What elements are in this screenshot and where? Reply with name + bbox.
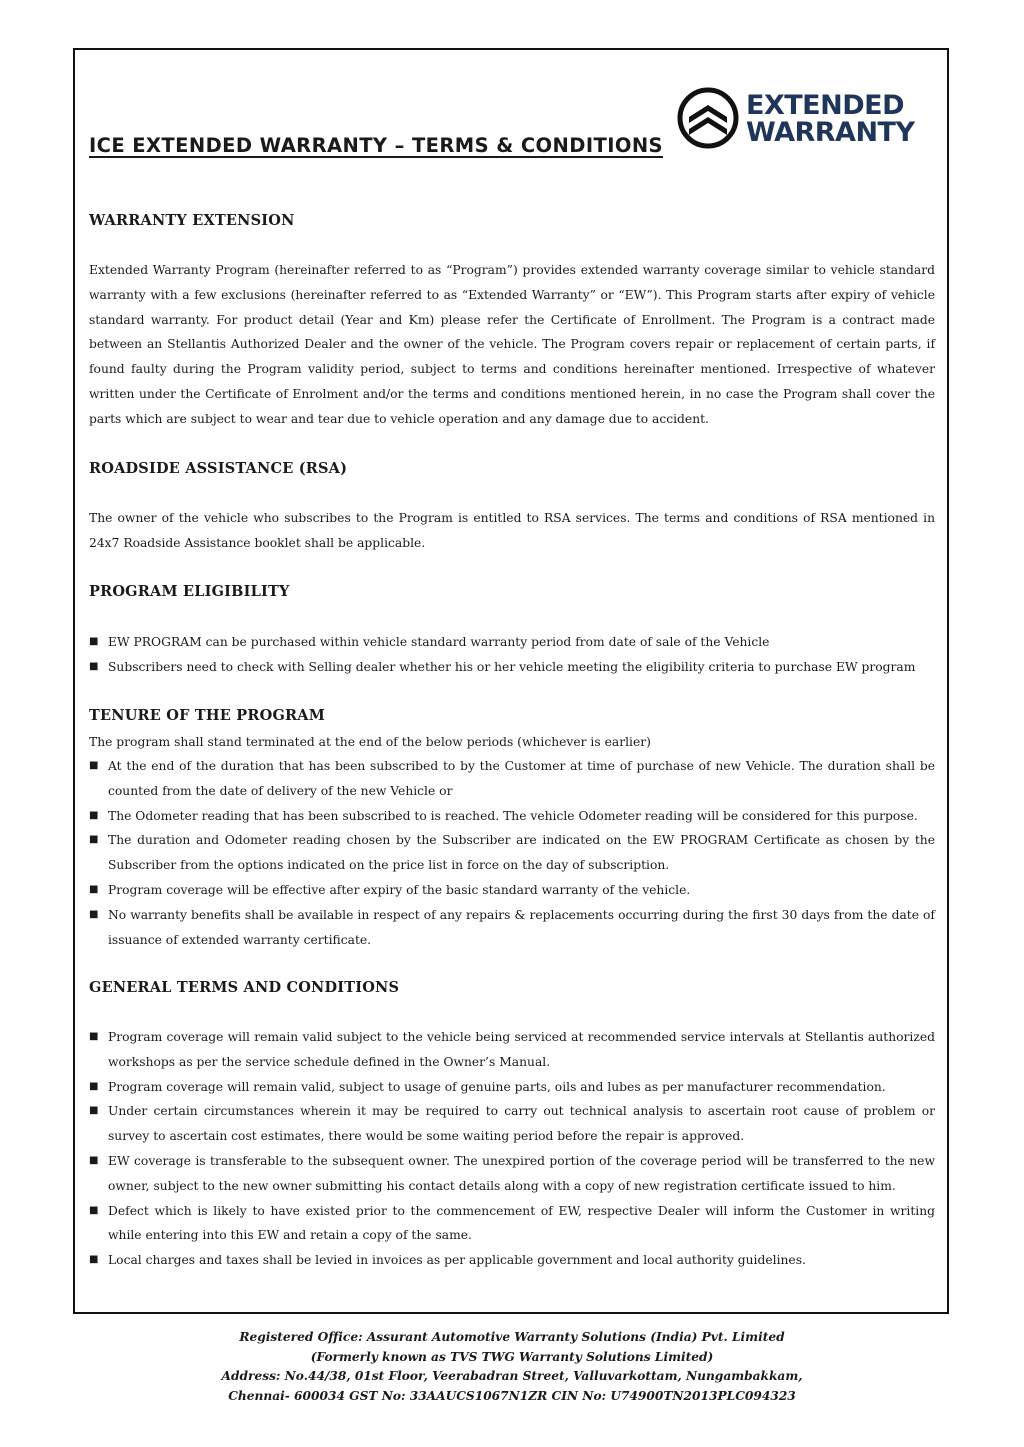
logo-line-2: WARRANTY bbox=[746, 117, 915, 148]
section-heading-eligibility: PROGRAM ELIGIBILITY bbox=[89, 583, 290, 600]
bullet-square-icon: ■ bbox=[89, 1105, 99, 1117]
citroen-chevron-icon bbox=[676, 86, 740, 150]
registered-office-footer bbox=[150, 1328, 874, 1406]
footer-line-3: Address: No.44/38, 01st Floor, Veerabadran Street, Valluvarkottam, Nungambakkam, bbox=[221, 1369, 803, 1383]
bullet-square-icon: ■ bbox=[89, 834, 99, 846]
bullet-square-icon: ■ bbox=[89, 883, 99, 895]
bullet-square-icon: ■ bbox=[89, 1204, 99, 1216]
list-item: ■ EW coverage is transferable to the subsequent owner. The unexpired portion of the coverage period will be transferred to the new owner, subject to the new owner submitting his contact details along with a copy of new registration certificate issued to him. bbox=[89, 1149, 935, 1199]
bullet-square-icon: ■ bbox=[89, 660, 99, 672]
list-item: ■ EW PROGRAM can be purchased within vehicle standard warranty period from date of sale of the Vehicle bbox=[89, 630, 935, 655]
bullet-square-icon: ■ bbox=[89, 809, 99, 821]
list-item: ■ No warranty benefits shall be available in respect of any repairs & replacements occurring during the first 30 days from the date of issuance of extended warranty certificate. bbox=[89, 903, 935, 953]
bullet-square-icon: ■ bbox=[89, 1031, 99, 1042]
section-heading-rsa: ROADSIDE ASSISTANCE (RSA) bbox=[89, 460, 348, 477]
bullet-square-icon: ■ bbox=[89, 1154, 99, 1166]
list-item: ■ Subscribers need to check with Selling dealer whether his or her vehicle meeting the eligibility criteria to purchase EW program bbox=[89, 655, 935, 680]
eligibility-list bbox=[89, 630, 935, 680]
footer-line-2: (Formerly known as TVS TWG Warranty Solutions Limited) bbox=[310, 1349, 714, 1364]
list-item: ■ Defect which is likely to have existed prior to the commencement of EW, respective Dealer will inform the Customer in writing while entering into this EW and retain a copy of the same. bbox=[89, 1199, 935, 1249]
list-item: ■ At the end of the duration that has been subscribed to by the Customer at time of purchase of new Vehicle. The duration shall be counted from the date of delivery of the new Vehicle or bbox=[89, 754, 935, 804]
logo-wordmark bbox=[746, 92, 915, 146]
bullet-square-icon: ■ bbox=[89, 760, 99, 771]
page-title: ICE EXTENDED WARRANTY – TERMS & CONDITIONS bbox=[89, 134, 663, 157]
bullet-square-icon: ■ bbox=[89, 636, 99, 647]
section-heading-tenure: TENURE OF THE PROGRAM bbox=[89, 707, 325, 724]
bullet-square-icon: ■ bbox=[89, 1080, 99, 1092]
bullet-square-icon: ■ bbox=[89, 1254, 99, 1266]
footer-line-4: Chennai- 600034 GST No: 33AAUCS1067N1ZR CIN No: U74900TN2013PLC094323 bbox=[228, 1388, 796, 1403]
list-item: ■ Under certain circumstances wherein it may be required to carry out technical analysis to ascertain root cause of problem or survey to ascertain cost estimates, there would be some waiting period before the repair is approved. bbox=[89, 1099, 935, 1149]
section-heading-general: GENERAL TERMS AND CONDITIONS bbox=[89, 979, 400, 996]
tenure-list bbox=[89, 754, 935, 952]
list-item: ■ The duration and Odometer reading chosen by the Subscriber are indicated on the EW PROGRAM Certificate as chosen by the Subscriber from the options indicated on the price list in force on the day of subscription. bbox=[89, 828, 935, 878]
section-heading-warranty-extension: WARRANTY EXTENSION bbox=[89, 212, 295, 229]
tenure-intro: The program shall stand terminated at the end of the below periods (whichever is earlier) bbox=[89, 735, 651, 749]
warranty-extension-text: Extended Warranty Program (hereinafter referred to as “Program”) provides extended warranty coverage similar to vehicle standard warranty with a few exclusions (hereinafter referred to as “Extended Warranty” or “EW”). This Program starts after expiry of vehicle standard warranty. For product detail (Year and Km) please refer the Certificate of Enrollment. The Program is a contract made between an Stellantis Authorized Dealer and the owner of the vehicle. The Program covers repair or replacement of certain parts, if found faulty during the Program validity period, subject to terms and conditions hereinafter mentioned. Irrespective of whatever written under the Certificate of Enrolment and/or the terms and conditions mentioned herein, in no case the Program shall cover the parts which are subject to wear and tear due to vehicle operation and any damage due to accident. bbox=[89, 263, 935, 426]
logo-line-1: EXTENDED bbox=[746, 90, 904, 121]
extended-warranty-logo bbox=[676, 84, 916, 156]
list-item: ■ Program coverage will be effective after expiry of the basic standard warranty of the vehicle. bbox=[89, 878, 935, 903]
footer-line-1: Registered Office: Assurant Automotive Warranty Solutions (India) Pvt. Limited bbox=[239, 1330, 785, 1344]
bullet-square-icon: ■ bbox=[89, 908, 99, 920]
list-item: ■ Local charges and taxes shall be levied in invoices as per applicable government and local authority guidelines. bbox=[89, 1248, 935, 1273]
rsa-text: The owner of the vehicle who subscribes to the Program is entitled to RSA services. The terms and conditions of RSA mentioned in 24x7 Roadside Assistance booklet shall be applicable. bbox=[89, 511, 935, 550]
general-terms-list bbox=[89, 1025, 935, 1273]
list-item: ■ The Odometer reading that has been subscribed to is reached. The vehicle Odometer reading will be considered for this purpose. bbox=[89, 804, 935, 829]
list-item: ■ Program coverage will remain valid, subject to usage of genuine parts, oils and lubes as per manufacturer recommendation. bbox=[89, 1075, 935, 1100]
list-item: ■ Program coverage will remain valid subject to the vehicle being serviced at recommended service intervals at Stellantis authorized workshops as per the service schedule defined in the Owner’s Manual. bbox=[89, 1025, 935, 1075]
